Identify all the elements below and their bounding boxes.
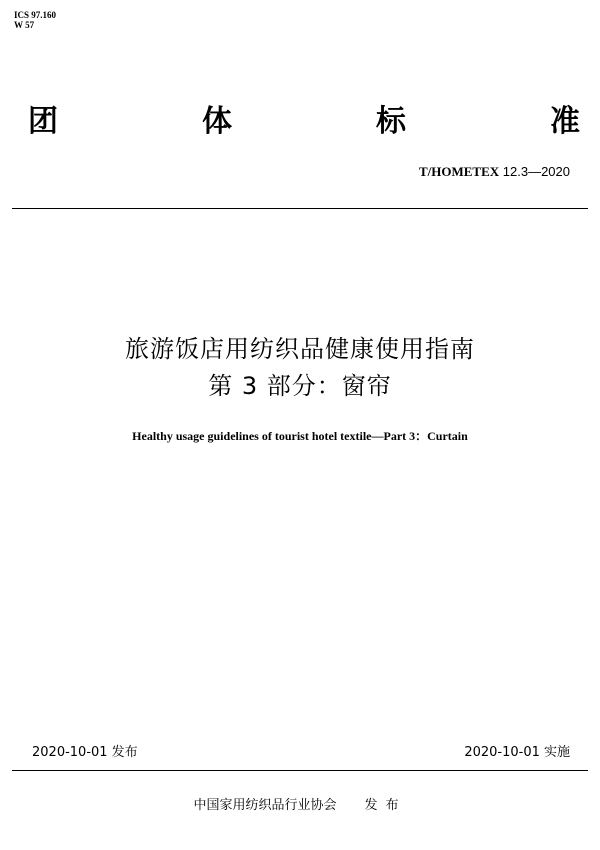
implementation-date: 2020-10-01 实施 bbox=[464, 745, 570, 760]
standard-number-value: 12.3—2020 bbox=[502, 164, 570, 179]
standard-type-char: 团 bbox=[28, 104, 58, 139]
footer-divider bbox=[12, 770, 588, 771]
publisher-action: 发布 bbox=[364, 798, 407, 813]
standard-type-char: 体 bbox=[202, 104, 232, 139]
classification-block bbox=[14, 10, 56, 30]
standard-number-prefix: T/HOMETEX bbox=[418, 164, 500, 179]
title-chinese-main: 旅游饭店用纺织品健康使用指南 bbox=[125, 335, 475, 363]
ccs-code: W 57 bbox=[14, 20, 35, 30]
standard-type-heading bbox=[28, 102, 580, 142]
title-chinese-part: 第 3 部分：窗帘 bbox=[208, 372, 392, 400]
publisher-line bbox=[0, 797, 600, 815]
standard-number bbox=[419, 164, 570, 180]
issue-date: 2020-10-01 发布 bbox=[32, 745, 138, 760]
standard-type-char: 标 bbox=[376, 104, 406, 139]
standard-type-char: 准 bbox=[550, 104, 580, 139]
title-english: Healthy usage guidelines of tourist hotel textile—Part 3：Curtain bbox=[132, 429, 468, 443]
ics-code: ICS 97.160 bbox=[14, 10, 57, 20]
header-divider bbox=[12, 208, 588, 209]
publisher-name: 中国家用纺织品行业协会 bbox=[193, 798, 337, 813]
